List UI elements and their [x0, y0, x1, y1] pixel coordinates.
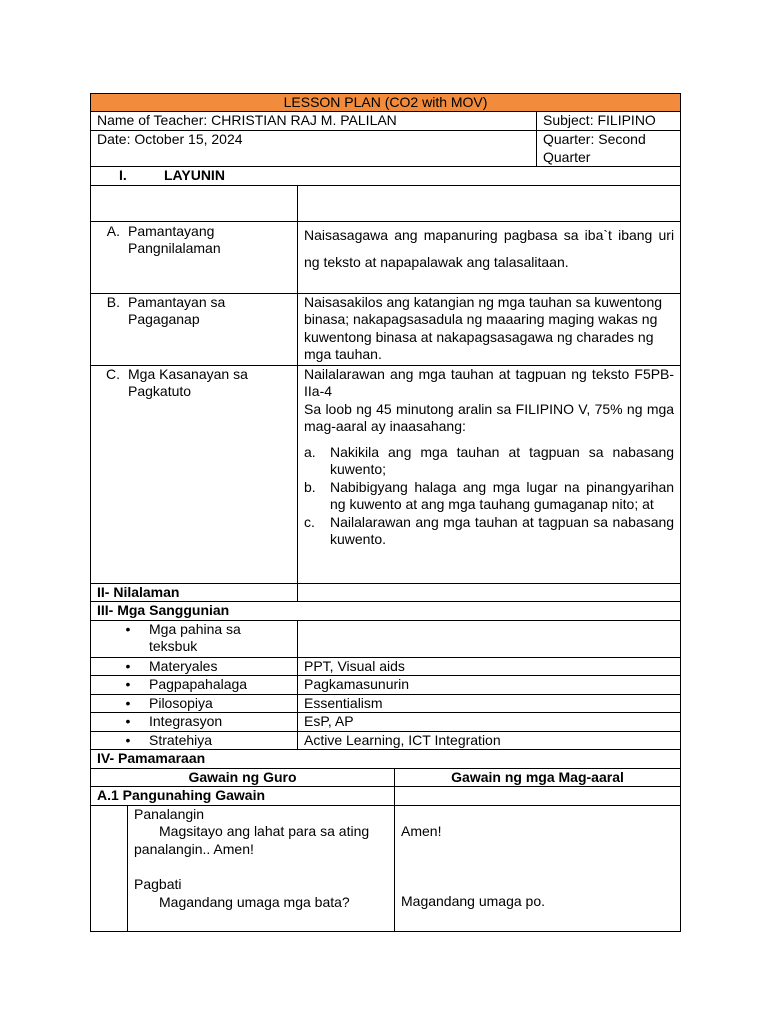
reference-label: • Materyales — [91, 657, 298, 676]
empty-cell — [91, 185, 298, 221]
bullet-icon — [97, 676, 141, 694]
empty-cell — [298, 185, 681, 221]
list-item: a. Nakikila ang mga tauhan at tagpuan sa nabasang kuwento; — [304, 443, 675, 477]
section-title: LAYUNIN — [164, 167, 225, 183]
reference-label: • Pagpapahalaga — [91, 676, 298, 695]
competency-target: Sa loob ng 45 minutong aralin sa FILIPINO V, 75% ng mga mag-aaral ay inaasahang: — [304, 400, 675, 434]
teacher-activity — [128, 805, 395, 931]
objective-label: Mga Kasanayan sa Pagkatuto — [128, 365, 248, 399]
lesson-plan-table — [90, 93, 681, 932]
bullet-icon — [97, 621, 141, 656]
reference-label: • Integrasyon — [91, 713, 298, 732]
document-title: LESSON PLAN (CO2 with MOV) — [91, 94, 681, 112]
reference-label: • Pilosopiya — [91, 694, 298, 713]
reference-value: Pagkamasunurin — [298, 676, 681, 695]
competency-code: Nailalarawan ang mga tauhan at tagpuan ng teksto F5PB-IIa-4 — [304, 365, 675, 399]
empty-cell — [298, 583, 681, 602]
activity-heading: Pagbati — [134, 876, 182, 892]
objective-b-text: Naisasakilos ang katangian ng mga tauhan sa kuwentong binasa; nakapagsasadula ng maaaring maging wakas ng kuwentong binasa at nakapagsasagawa ng charades ng mga tauhan. — [298, 293, 681, 365]
objective-label: Pamantayan sa Pagaganap — [128, 293, 226, 327]
student-response: Magandang umaga po. — [401, 892, 545, 909]
bullet-icon — [97, 658, 141, 676]
activity-heading: Panalangin — [134, 805, 205, 822]
objective-key: C. — [106, 365, 120, 382]
bullet-icon — [97, 713, 141, 731]
section-layunin — [91, 167, 681, 186]
objective-key: B. — [106, 293, 120, 310]
activity-text: Magsitayo ang lahat para sa ating panalangin.. Amen! — [134, 823, 370, 857]
column-header-teacher: Gawain ng Guro — [91, 768, 395, 787]
reference-value: EsP, AP — [298, 713, 681, 732]
objective-c-label — [91, 365, 298, 583]
section-pamamaraan: IV- Pamamaraan — [91, 750, 681, 769]
subject: Subject: FILIPINO — [537, 112, 681, 131]
bullet-icon — [97, 732, 141, 750]
activity-text: Magandang umaga mga bata? — [159, 893, 350, 910]
reference-value: Active Learning, ICT Integration — [298, 731, 681, 750]
empty-cell — [395, 787, 681, 806]
bullet-icon — [97, 695, 141, 713]
subsection-a1: A.1 Pangunahing Gawain — [91, 787, 395, 806]
section-sanggunian: III- Mga Sanggunian — [91, 602, 681, 621]
date: Date: October 15, 2024 — [91, 131, 537, 167]
reference-value — [298, 620, 681, 657]
list-item: b. Nabibigyang halaga ang mga lugar na pinangyarihan ng kuwento at ang mga tauhang gumaganap nito; at — [304, 478, 675, 512]
reference-value: PPT, Visual aids — [298, 657, 681, 676]
quarter: Quarter: Second Quarter — [537, 131, 681, 167]
section-number: I. — [119, 167, 127, 183]
objective-c-text — [298, 365, 681, 583]
lesson-plan-document — [90, 93, 680, 932]
objective-list — [304, 444, 674, 549]
reference-label: • Mga pahina sa teksbuk — [91, 620, 298, 657]
column-header-students: Gawain ng mga Mag-aaral — [395, 768, 681, 787]
objective-key: A. — [106, 222, 120, 239]
student-activity — [395, 805, 681, 931]
objective-a-text: Naisasagawa ang mapanuring pagbasa sa iba`t ibang uri ng teksto at napapalawak ang talasalitaan. — [298, 221, 681, 293]
empty-cell — [91, 805, 128, 931]
objective-label: Pamantayang Pangnilalaman — [128, 222, 221, 256]
objective-a-label — [91, 221, 298, 293]
objective-b-label — [91, 293, 298, 365]
reference-value: Essentialism — [298, 694, 681, 713]
list-item: c. Nailalarawan ang mga tauhan at tagpuan sa nabasang kuwento. — [304, 513, 675, 547]
section-nilalaman: II- Nilalaman — [91, 583, 298, 602]
student-response: Amen! — [401, 823, 442, 839]
reference-label: • Stratehiya — [91, 731, 298, 750]
teacher-name: Name of Teacher: CHRISTIAN RAJ M. PALILAN — [91, 112, 537, 131]
